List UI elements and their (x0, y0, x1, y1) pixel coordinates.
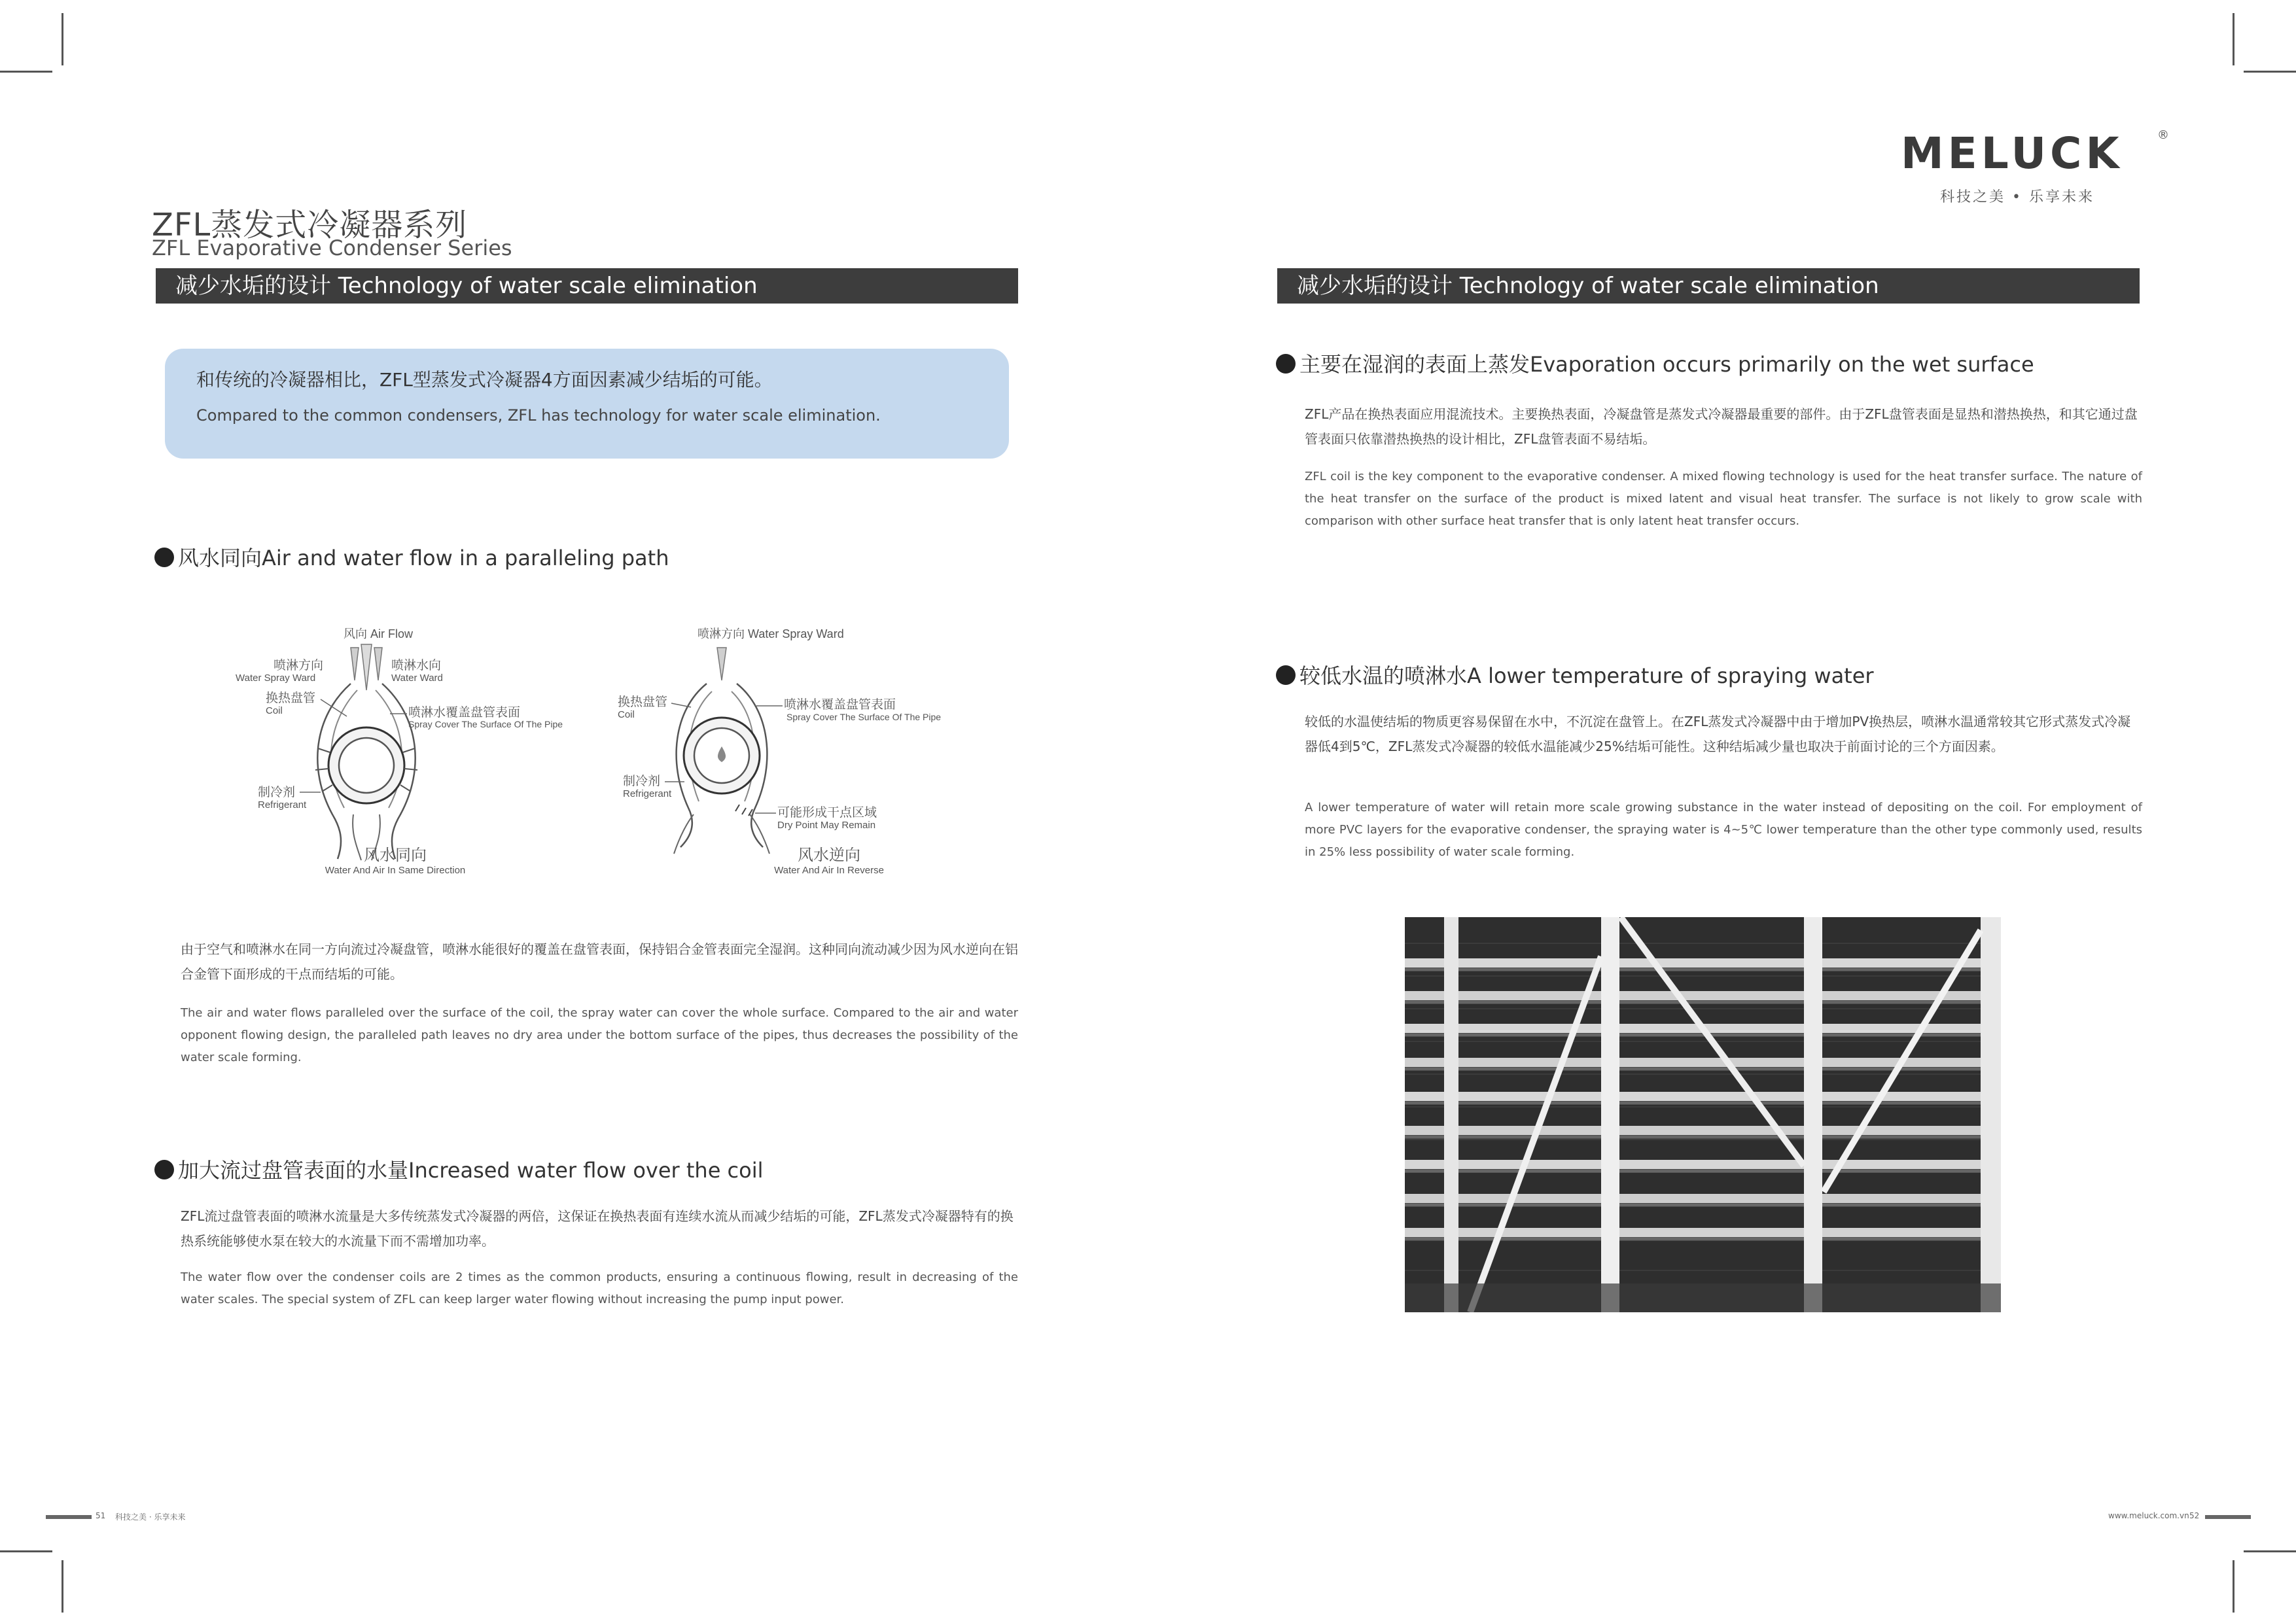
label-coil-cn: 换热盘管 (266, 691, 316, 705)
left-section-band: 减少水垢的设计 Technology of water scale elimination (156, 268, 1018, 304)
water-flow-body-en: The water flow over the condenser coils are 2 times as the common products, ensuring a continuous flowing, result in decreasing of the water scales. The special system of ZFL can keep larger water flowing without increasing the pump input power. (181, 1270, 1018, 1306)
label-cover-en: Spray Cover The Surface Of The Pipe (786, 712, 942, 722)
reverse-air-lines (674, 814, 769, 854)
heading-text: 主要在湿润的表面上蒸发Evaporation occurs primarily on the wet surface (1299, 352, 2034, 377)
spray-arrow-icon (717, 648, 726, 680)
label-coil-cn: 换热盘管 (618, 695, 668, 709)
footer-left-text: 科技之美 · 乐享未来 (115, 1512, 186, 1522)
label-spray-water-en: Water Ward (391, 672, 443, 684)
logo-tagline: 科技之美 • 乐享未来 (1940, 189, 2094, 205)
label-cover-cn: 喷淋水覆盖盘管表面 (408, 706, 521, 720)
crop-mark (2233, 1560, 2234, 1613)
wet-surface-body-en: ZFL coil is the key component to the evaporative condenser. A mixed flowing technology is used for the heat transfer surface. The nature of the heat transfer on the surface of the product is mixed latent and visual heat transfer. The surface is not likely to grow scale with comparison with other surface heat transfer that is only latent heat transfer occurs. (1305, 470, 2142, 528)
label-air-flow: 风向 Air Flow (344, 627, 414, 640)
section-heading-wet-surface (1276, 348, 2034, 378)
parallel-flow-body-cn: 由于空气和喷淋水在同一方向流过冷凝盘管，喷淋水能很好的覆盖在盘管表面，保持铝合金管表面完全湿润。这种同向流动减少因为风水逆向在铝合金管下面形成的干点而结垢的可能。 (181, 941, 1018, 982)
crop-mark (62, 13, 63, 65)
bullet-dot-icon (1276, 354, 1296, 374)
right-section-band: 减少水垢的设计 Technology of water scale elimination (1277, 268, 2140, 304)
callout-text-cn: 和传统的冷凝器相比，ZFL型蒸发式冷凝器4方面因素减少结垢的可能。 (196, 369, 773, 391)
label-dry-point-en: Dry Point May Remain (777, 820, 876, 831)
footer-right-url: www.meluck.com.vn (2108, 1511, 2189, 1520)
callout-text-en: Compared to the common condensers, ZFL has technology for water scale elimination. (196, 406, 881, 425)
crop-mark (0, 71, 52, 73)
label-refrigerant-en: Refrigerant (258, 799, 307, 811)
brand-logo (1901, 128, 2176, 206)
label-dry-point-cn: 可能形成干点区域 (777, 806, 877, 820)
crop-mark (2233, 13, 2234, 65)
footer-right-bar (2205, 1515, 2251, 1519)
air-arrow-icon (374, 648, 382, 680)
air-arrow-icon (361, 644, 372, 690)
diagram-same-direction (236, 627, 563, 876)
bullet-dot-icon (1276, 665, 1296, 685)
section-heading-spray-temperature (1276, 659, 1874, 689)
caption-same-cn: 风水同向 (364, 846, 427, 864)
intro-callout (165, 349, 1009, 459)
crop-mark (0, 1550, 52, 1552)
label-cover-en: Spray Cover The Surface Of The Pipe (408, 719, 563, 729)
airflow-diagrams (222, 618, 975, 880)
spray-temperature-body-cn: 较低的水温使结垢的物质更容易保留在水中，不沉淀在盘管上。在ZFL蒸发式冷凝器中由于增加PV换热层，喷淋水温通常较其它形式蒸发式冷凝器低4到5℃，ZFL蒸发式冷凝器的较低水温能减少25%结垢可能性。这种结垢减少量也取决于前面讨论的三个方面因素。 (1305, 714, 2131, 754)
caption-reverse-cn: 风水逆向 (798, 846, 860, 864)
page-title: ZFL蒸发式冷凝器系列 (152, 207, 468, 243)
registered-mark: ® (2157, 128, 2169, 142)
label-spray-dir-cn: 喷淋方向 (274, 659, 324, 672)
water-flow-body-cn: ZFL流过盘管表面的喷淋水流量是大多传统蒸发式冷凝器的两倍，这保证在换热表面有连续水流从而减少结垢的可能，ZFL蒸发式冷凝器特有的换热系统能够使水泵在较大的水流量下而不需增加功率。 (181, 1208, 1014, 1249)
footer-left-bar (46, 1515, 92, 1519)
page-subtitle: ZFL Evaporative Condenser Series (152, 236, 512, 260)
parallel-flow-body-en: The air and water flows paralleled over the surface of the coil, the spray water can cover the whole surface. Compared to the air and water opponent flowing design, the paralleled path leaves no dry area under the bottom surface of the pipes, thus decreases the possibility of the water scale forming. (181, 1006, 1018, 1064)
air-arrow-icon (351, 648, 359, 680)
dry-point-marks (735, 805, 752, 816)
crop-mark (2244, 71, 2296, 73)
label-spray-dir-en: Water Spray Ward (236, 672, 316, 684)
caption-reverse-en: Water And Air In Reverse (774, 865, 884, 876)
label-spray-dir: 喷淋方向 Water Spray Ward (698, 627, 844, 640)
diagram-reverse-direction (618, 627, 941, 876)
wet-surface-body-cn: ZFL产品在换热表面应用混流技术。主要换热表面，冷凝盘管是蒸发式冷凝器最重要的部件。由于ZFL盘管表面是显热和潜热换热，和其它通过盘管表面只依靠潜热换热的设计相比，ZFL盘管表面不易结垢。 (1305, 406, 2138, 447)
coil-pipe-inner (339, 738, 394, 793)
label-refrigerant-cn: 制冷剂 (623, 775, 661, 788)
bullet-dot-icon (154, 1160, 174, 1179)
heading-text: 较低水温的喷淋水A lower temperature of spraying water (1299, 663, 1874, 688)
crop-mark (2244, 1550, 2296, 1552)
section-heading-parallel-flow (154, 542, 669, 572)
spray-temperature-body-en: A lower temperature of water will retain more scale growing substance in the water instead of depositing on the coil. For employment of more PVC layers for the evaporative condenser, the spraying water is 4~5℃ lower temperature than the other type commonly used, results in 25% less possibility of water scale forming. (1305, 801, 2142, 859)
label-cover-cn: 喷淋水覆盖盘管表面 (784, 698, 896, 712)
section-heading-water-flow (154, 1154, 764, 1184)
pvc-layer-photo (1405, 917, 2001, 1312)
label-coil-en: Coil (266, 705, 283, 716)
heading-text: 加大流过盘管表面的水量Increased water flow over the coil (178, 1158, 764, 1183)
footer-right-page-number: 52 (2189, 1511, 2200, 1520)
bullet-dot-icon (154, 548, 174, 567)
heading-text: 风水同向Air and water flow in a paralleling path (178, 546, 669, 570)
footer-left-page-number: 51 (96, 1511, 106, 1520)
logo-wordmark: MELUCK (1901, 128, 2123, 179)
label-coil-en: Coil (618, 709, 635, 720)
label-spray-water-cn: 喷淋水向 (391, 659, 442, 672)
label-refrigerant-cn: 制冷剂 (258, 786, 296, 799)
caption-same-en: Water And Air In Same Direction (325, 865, 466, 876)
label-refrigerant-en: Refrigerant (623, 788, 672, 799)
crop-mark (62, 1560, 63, 1613)
